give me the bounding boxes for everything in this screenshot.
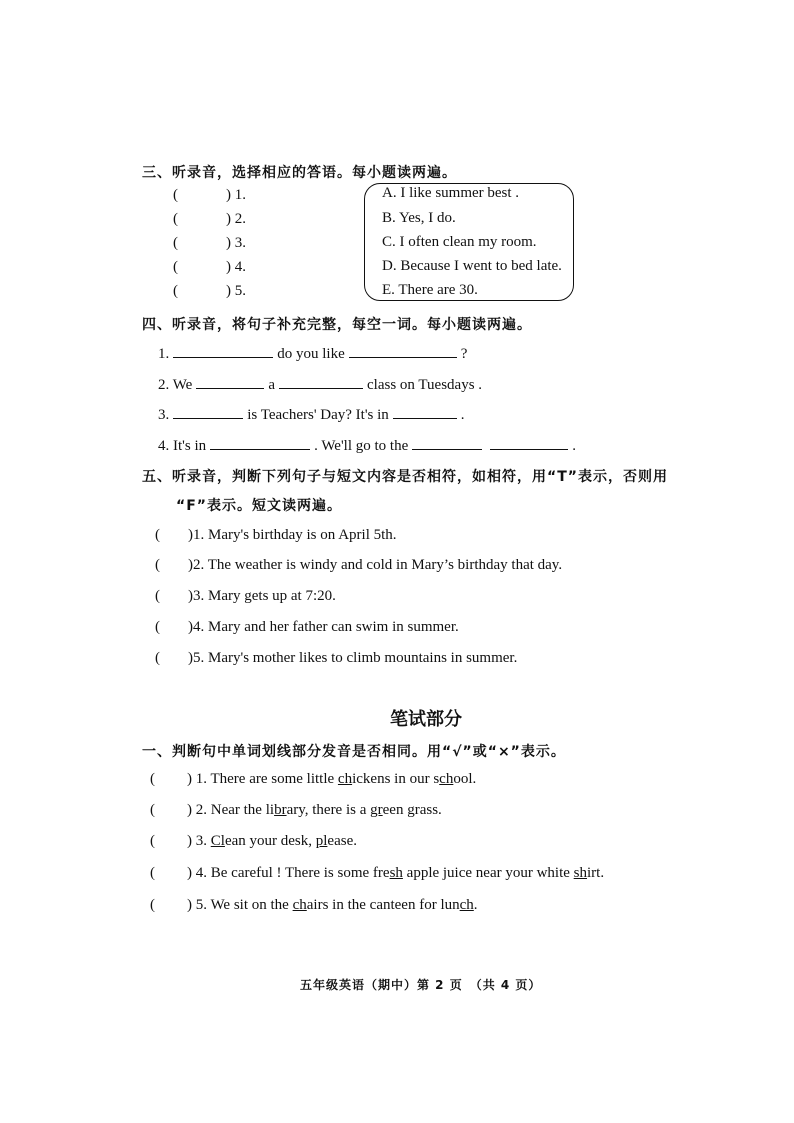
fill-question-4: 4. It's in . We'll go to the . <box>158 435 576 455</box>
pron-item-4: ( ) 4. Be careful ! There is some fresh apple juice near your white shirt. <box>150 865 605 881</box>
tf-item-4: ( )4. Mary and her father can swim in summer. <box>155 619 459 635</box>
section-5-heading-line-2: “F”表示。短文读两遍。 <box>176 498 342 514</box>
section-3-heading: 三、听录音，选择相应的答语。每小题读两遍。 <box>142 165 457 181</box>
option-c: C. I often clean my room. <box>382 234 537 250</box>
blank-2a[interactable] <box>196 374 264 389</box>
tf-item-2: ( )2. The weather is windy and cold in Mary’s birthday that day. <box>155 557 563 573</box>
answer-paren-4: ( ) 4. <box>173 259 246 275</box>
blank-2b[interactable] <box>279 374 363 389</box>
answer-paren-3: ( ) 3. <box>173 235 246 251</box>
tf-item-3: ( )3. Mary gets up at 7:20. <box>155 588 336 604</box>
option-e: E. There are 30. <box>382 282 478 298</box>
blank-3a[interactable] <box>173 404 243 419</box>
pron-item-1: ( ) 1. There are some little chickens in our school. <box>150 771 477 787</box>
page-footer: 五年级英语（期中）第 2 页 （共 4 页） <box>300 978 542 992</box>
pron-item-5: ( ) 5. We sit on the chairs in the canteen for lunch. <box>150 897 478 913</box>
tf-item-1: ( )1. Mary's birthday is on April 5th. <box>155 527 397 543</box>
blank-4c[interactable] <box>490 435 568 450</box>
fill-question-3: 3. is Teachers' Day? It's in . <box>158 404 465 424</box>
section-5-heading-line-1: 五、听录音，判断下列句子与短文内容是否相符，如相符，用“T”表示，否则用 <box>142 469 668 485</box>
pron-item-3: ( ) 3. Clean your desk, please. <box>150 833 357 849</box>
blank-1b[interactable] <box>349 343 457 358</box>
fill-question-2: 2. We a class on Tuesdays . <box>158 374 482 394</box>
option-b: B. Yes, I do. <box>382 210 456 226</box>
blank-1a[interactable] <box>173 343 273 358</box>
pron-item-2: ( ) 2. Near the library, there is a green grass. <box>150 802 442 818</box>
option-d: D. Because I went to bed late. <box>382 258 562 274</box>
written-part-title: 笔试部分 <box>390 709 462 730</box>
blank-4b[interactable] <box>412 435 482 450</box>
option-a: A. I like summer best . <box>382 185 520 201</box>
written-section-1-heading: 一、判断句中单词划线部分发音是否相同。用“√”或“×”表示。 <box>142 744 566 760</box>
blank-4a[interactable] <box>210 435 310 450</box>
section-4-heading: 四、听录音，将句子补充完整，每空一词。每小题读两遍。 <box>142 317 532 333</box>
answer-paren-1: ( ) 1. <box>173 187 246 203</box>
fill-question-1: 1. do you like ? <box>158 343 467 363</box>
answer-paren-5: ( ) 5. <box>173 283 246 299</box>
blank-3b[interactable] <box>393 404 457 419</box>
tf-item-5: ( )5. Mary's mother likes to climb mountains in summer. <box>155 650 518 666</box>
answer-paren-2: ( ) 2. <box>173 211 246 227</box>
